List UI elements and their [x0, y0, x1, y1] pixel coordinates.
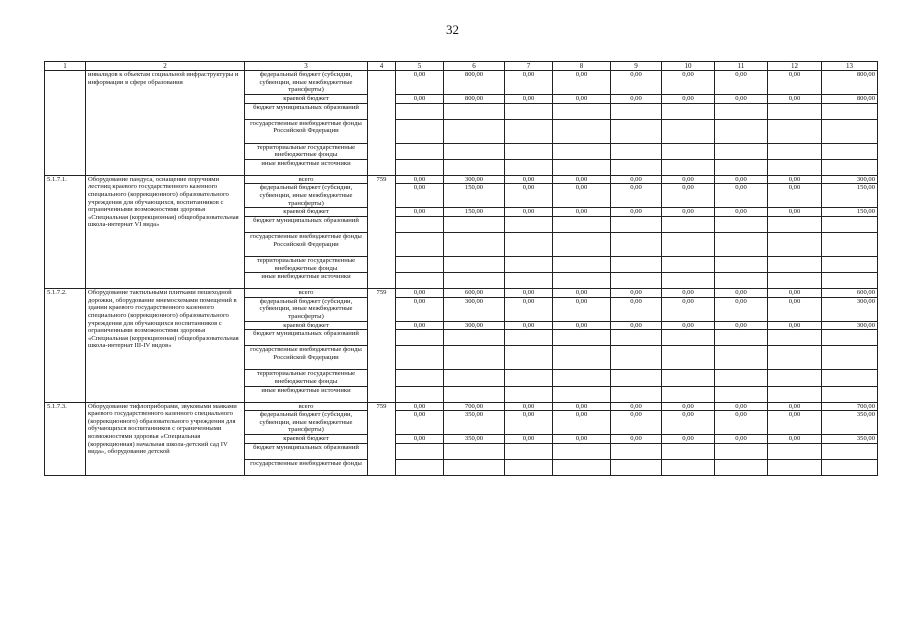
item-name: Оборудование тактильными плитками пешеходной дорожки, оборудование мнемосхемами помещений в здании краевого государственного казенного специального (коррекционного) образовательного учреждения для обучающихся воспитанников с ограниченными возможностями здоровья «Специальная (коррекционная) общеобразовательная школа-интернат III-IV видов» [86, 289, 245, 402]
funding-source: федеральный бюджет (субсидии, субвенции, иные межбюджетные трансферты) [245, 297, 368, 321]
amount-cell [611, 443, 662, 459]
amount-cell [444, 256, 505, 272]
amount-cell: 0,00 [553, 95, 611, 104]
item-name: Оборудование тифлоприборами, звуковыми маяками краевого государственного казенного специального (коррекционного) образовательного учреждения для обучающихся воспитанников с ограниченными возможностями здоровья «Специальная (коррекционная) начальная школа-детский сад IV вида», оборудование детской [86, 402, 245, 475]
amount-cell [822, 216, 878, 232]
amount-cell: 0,00 [768, 435, 822, 444]
amount-cell [662, 386, 715, 402]
amount-cell [396, 370, 444, 386]
amount-cell [396, 119, 444, 143]
admin-code: 759 [368, 175, 396, 288]
funding-source: бюджет муниципальных образований [245, 103, 368, 119]
funding-source: государственные внебюджетные фонды Российской Федерации [245, 119, 368, 143]
funding-source: государственные внебюджетные фонды Российской Федерации [245, 232, 368, 256]
amount-cell [822, 273, 878, 289]
funding-source: государственные внебюджетные фонды Российской Федерации [245, 346, 368, 370]
amount-cell [611, 346, 662, 370]
amount-cell [396, 159, 444, 175]
amount-cell: 0,00 [553, 184, 611, 208]
amount-cell [396, 103, 444, 119]
amount-cell: 350,00 [444, 435, 505, 444]
amount-cell [768, 159, 822, 175]
funding-source: всего [245, 402, 368, 411]
amount-cell [822, 370, 878, 386]
amount-cell: 0,00 [611, 175, 662, 184]
amount-cell [822, 103, 878, 119]
amount-cell [822, 143, 878, 159]
amount-cell: 0,00 [611, 184, 662, 208]
amount-cell [662, 232, 715, 256]
funding-source: иные внебюджетные источники [245, 159, 368, 175]
table-row [45, 402, 878, 411]
amount-cell [553, 256, 611, 272]
amount-cell [715, 273, 768, 289]
page-number: 32 [446, 22, 459, 37]
amount-cell: 0,00 [553, 289, 611, 298]
amount-cell: 0,00 [611, 435, 662, 444]
funding-source: краевой бюджет [245, 95, 368, 104]
amount-cell [444, 459, 505, 475]
amount-cell: 0,00 [715, 175, 768, 184]
amount-cell: 150,00 [822, 208, 878, 217]
column-number: 13 [822, 62, 878, 71]
amount-cell: 0,00 [553, 321, 611, 330]
column-number: 8 [553, 62, 611, 71]
amount-cell [768, 216, 822, 232]
amount-cell [822, 159, 878, 175]
admin-code: 759 [368, 402, 396, 475]
amount-cell [444, 119, 505, 143]
admin-code [368, 71, 396, 176]
item-number: 5.1.7.1. [45, 175, 86, 288]
column-number: 7 [505, 62, 553, 71]
amount-cell [396, 330, 444, 346]
amount-cell: 600,00 [822, 289, 878, 298]
admin-code: 759 [368, 289, 396, 402]
amount-cell [444, 103, 505, 119]
amount-cell: 300,00 [444, 297, 505, 321]
amount-cell: 0,00 [715, 184, 768, 208]
amount-cell: 0,00 [396, 435, 444, 444]
amount-cell: 0,00 [662, 208, 715, 217]
amount-cell [611, 216, 662, 232]
amount-cell [715, 330, 768, 346]
amount-cell [505, 103, 553, 119]
amount-cell [611, 256, 662, 272]
amount-cell: 0,00 [662, 435, 715, 444]
table-body [45, 62, 878, 476]
amount-cell [553, 119, 611, 143]
amount-cell [715, 216, 768, 232]
amount-cell [444, 330, 505, 346]
amount-cell [715, 346, 768, 370]
amount-cell [611, 143, 662, 159]
amount-cell: 0,00 [505, 71, 553, 95]
amount-cell [611, 386, 662, 402]
amount-cell [444, 232, 505, 256]
table-row [45, 175, 878, 184]
budget-table [44, 61, 878, 476]
amount-cell: 0,00 [396, 175, 444, 184]
amount-cell: 0,00 [611, 289, 662, 298]
amount-cell: 800,00 [444, 95, 505, 104]
amount-cell: 0,00 [662, 411, 715, 435]
amount-cell: 0,00 [396, 208, 444, 217]
amount-cell: 0,00 [396, 297, 444, 321]
amount-cell [553, 330, 611, 346]
amount-cell: 350,00 [822, 411, 878, 435]
amount-cell: 0,00 [662, 175, 715, 184]
amount-cell: 0,00 [505, 402, 553, 411]
funding-source: краевой бюджет [245, 435, 368, 444]
amount-cell: 0,00 [396, 402, 444, 411]
amount-cell [396, 216, 444, 232]
amount-cell [768, 119, 822, 143]
amount-cell [396, 143, 444, 159]
amount-cell [662, 119, 715, 143]
amount-cell [396, 346, 444, 370]
amount-cell: 0,00 [662, 402, 715, 411]
amount-cell [715, 103, 768, 119]
amount-cell [553, 159, 611, 175]
amount-cell: 0,00 [715, 411, 768, 435]
amount-cell: 0,00 [396, 95, 444, 104]
amount-cell: 0,00 [611, 71, 662, 95]
funding-source: краевой бюджет [245, 321, 368, 330]
amount-cell [553, 273, 611, 289]
amount-cell: 150,00 [444, 184, 505, 208]
amount-cell: 0,00 [553, 411, 611, 435]
amount-cell [768, 256, 822, 272]
column-number: 5 [396, 62, 444, 71]
amount-cell [611, 103, 662, 119]
amount-cell [822, 443, 878, 459]
amount-cell: 0,00 [662, 297, 715, 321]
amount-cell: 0,00 [505, 435, 553, 444]
amount-cell [611, 459, 662, 475]
amount-cell: 0,00 [715, 321, 768, 330]
amount-cell [396, 256, 444, 272]
amount-cell [505, 459, 553, 475]
amount-cell [662, 143, 715, 159]
amount-cell [768, 143, 822, 159]
item-name: инвалидов к объектам социальной инфраструктуры и информации в сфере образования [86, 71, 245, 176]
amount-cell: 0,00 [768, 289, 822, 298]
column-number: 2 [86, 62, 245, 71]
amount-cell: 0,00 [768, 184, 822, 208]
amount-cell [611, 232, 662, 256]
amount-cell: 0,00 [768, 411, 822, 435]
amount-cell [505, 216, 553, 232]
amount-cell: 150,00 [822, 184, 878, 208]
funding-source: федеральный бюджет (субсидии, субвенции, иные межбюджетные трансферты) [245, 184, 368, 208]
amount-cell [768, 386, 822, 402]
amount-cell [505, 119, 553, 143]
amount-cell: 0,00 [611, 321, 662, 330]
funding-source: бюджет муниципальных образований [245, 330, 368, 346]
amount-cell: 0,00 [768, 297, 822, 321]
column-number: 4 [368, 62, 396, 71]
amount-cell [662, 103, 715, 119]
amount-cell [662, 273, 715, 289]
amount-cell [715, 232, 768, 256]
amount-cell [444, 443, 505, 459]
amount-cell [553, 443, 611, 459]
amount-cell [553, 216, 611, 232]
table-row [45, 289, 878, 298]
column-number-row [45, 62, 878, 71]
item-name: Оборудование пандуса, оснащение поручнями лестниц краевого государственного казенного специального (коррекционного) образовательного учреждения для обучающихся, воспитанников с ограниченными возможностями здоровья «Специальная (коррекционная) общеобразовательная школа-интернат VI вида» [86, 175, 245, 288]
column-number: 12 [768, 62, 822, 71]
amount-cell [505, 232, 553, 256]
funding-source: краевой бюджет [245, 208, 368, 217]
amount-cell [662, 216, 715, 232]
amount-cell [611, 159, 662, 175]
amount-cell: 0,00 [662, 71, 715, 95]
amount-cell: 0,00 [396, 411, 444, 435]
amount-cell: 0,00 [396, 289, 444, 298]
amount-cell [715, 256, 768, 272]
amount-cell: 350,00 [822, 435, 878, 444]
amount-cell: 0,00 [768, 321, 822, 330]
amount-cell: 0,00 [662, 289, 715, 298]
amount-cell: 300,00 [822, 175, 878, 184]
amount-cell [715, 143, 768, 159]
column-number: 3 [245, 62, 368, 71]
funding-source: государственные внебюджетные фонды [245, 459, 368, 475]
amount-cell [715, 459, 768, 475]
amount-cell [444, 370, 505, 386]
amount-cell: 700,00 [444, 402, 505, 411]
amount-cell [822, 119, 878, 143]
funding-source: всего [245, 289, 368, 298]
amount-cell [553, 459, 611, 475]
amount-cell: 0,00 [715, 95, 768, 104]
amount-cell: 0,00 [715, 402, 768, 411]
amount-cell: 0,00 [505, 411, 553, 435]
amount-cell [662, 256, 715, 272]
amount-cell [553, 232, 611, 256]
amount-cell: 0,00 [611, 402, 662, 411]
amount-cell [768, 459, 822, 475]
column-number: 9 [611, 62, 662, 71]
amount-cell: 0,00 [662, 184, 715, 208]
amount-cell [822, 459, 878, 475]
amount-cell: 0,00 [715, 289, 768, 298]
amount-cell: 0,00 [715, 71, 768, 95]
amount-cell: 0,00 [662, 321, 715, 330]
amount-cell [822, 330, 878, 346]
amount-cell [822, 386, 878, 402]
amount-cell [505, 370, 553, 386]
funding-source: федеральный бюджет (субсидии, субвенции, иные межбюджетные трансферты) [245, 71, 368, 95]
item-number [45, 71, 86, 176]
column-number: 1 [45, 62, 86, 71]
amount-cell [662, 159, 715, 175]
amount-cell [396, 386, 444, 402]
amount-cell: 0,00 [611, 208, 662, 217]
amount-cell [611, 119, 662, 143]
amount-cell: 0,00 [505, 321, 553, 330]
amount-cell: 0,00 [553, 297, 611, 321]
amount-cell: 150,00 [444, 208, 505, 217]
amount-cell: 0,00 [396, 71, 444, 95]
amount-cell [611, 273, 662, 289]
amount-cell [715, 386, 768, 402]
amount-cell [662, 443, 715, 459]
amount-cell [444, 159, 505, 175]
amount-cell: 0,00 [396, 321, 444, 330]
amount-cell: 0,00 [396, 184, 444, 208]
amount-cell: 0,00 [505, 184, 553, 208]
funding-source: бюджет муниципальных образований [245, 216, 368, 232]
amount-cell: 0,00 [768, 71, 822, 95]
amount-cell [715, 443, 768, 459]
amount-cell [444, 346, 505, 370]
amount-cell [768, 232, 822, 256]
amount-cell [505, 386, 553, 402]
amount-cell [396, 273, 444, 289]
amount-cell: 0,00 [505, 208, 553, 217]
amount-cell: 600,00 [444, 289, 505, 298]
amount-cell [662, 459, 715, 475]
amount-cell [444, 216, 505, 232]
item-number: 5.1.7.3. [45, 402, 86, 475]
column-number: 10 [662, 62, 715, 71]
amount-cell: 800,00 [822, 95, 878, 104]
amount-cell: 0,00 [611, 95, 662, 104]
amount-cell: 0,00 [662, 95, 715, 104]
amount-cell [396, 443, 444, 459]
amount-cell [662, 346, 715, 370]
funding-source: иные внебюджетные источники [245, 386, 368, 402]
amount-cell: 0,00 [715, 297, 768, 321]
amount-cell [505, 273, 553, 289]
amount-cell: 800,00 [822, 71, 878, 95]
amount-cell [662, 370, 715, 386]
amount-cell: 0,00 [553, 435, 611, 444]
amount-cell [715, 159, 768, 175]
amount-cell [768, 330, 822, 346]
amount-cell [715, 370, 768, 386]
column-number: 11 [715, 62, 768, 71]
amount-cell: 0,00 [505, 175, 553, 184]
amount-cell [768, 346, 822, 370]
amount-cell [505, 143, 553, 159]
amount-cell [505, 256, 553, 272]
amount-cell [822, 346, 878, 370]
amount-cell: 0,00 [505, 95, 553, 104]
amount-cell [768, 443, 822, 459]
amount-cell [768, 273, 822, 289]
amount-cell [662, 330, 715, 346]
amount-cell [553, 386, 611, 402]
amount-cell: 0,00 [553, 402, 611, 411]
funding-source: всего [245, 175, 368, 184]
amount-cell [505, 330, 553, 346]
amount-cell: 0,00 [768, 402, 822, 411]
amount-cell [715, 119, 768, 143]
funding-source: бюджет муниципальных образований [245, 443, 368, 459]
amount-cell [553, 370, 611, 386]
amount-cell [768, 103, 822, 119]
table-row [45, 71, 878, 95]
funding-source: территориальные государственные внебюджетные фонды [245, 143, 368, 159]
amount-cell [505, 159, 553, 175]
amount-cell: 300,00 [444, 321, 505, 330]
amount-cell [553, 103, 611, 119]
amount-cell [768, 370, 822, 386]
amount-cell: 0,00 [715, 208, 768, 217]
amount-cell: 0,00 [611, 297, 662, 321]
amount-cell [396, 459, 444, 475]
amount-cell [822, 232, 878, 256]
amount-cell: 0,00 [715, 435, 768, 444]
amount-cell: 350,00 [444, 411, 505, 435]
amount-cell: 0,00 [768, 208, 822, 217]
amount-cell: 300,00 [822, 297, 878, 321]
funding-source: территориальные государственные внебюджетные фонды [245, 370, 368, 386]
amount-cell [611, 370, 662, 386]
amount-cell: 0,00 [611, 411, 662, 435]
amount-cell: 0,00 [553, 175, 611, 184]
funding-source: федеральный бюджет (субсидии, субвенции, иные межбюджетные трансферты) [245, 411, 368, 435]
amount-cell [396, 232, 444, 256]
amount-cell: 0,00 [505, 289, 553, 298]
amount-cell: 300,00 [822, 321, 878, 330]
amount-cell [444, 273, 505, 289]
funding-source: территориальные государственные внебюджетные фонды [245, 256, 368, 272]
amount-cell: 0,00 [553, 71, 611, 95]
amount-cell [444, 143, 505, 159]
amount-cell: 0,00 [505, 297, 553, 321]
amount-cell: 300,00 [444, 175, 505, 184]
amount-cell: 0,00 [768, 175, 822, 184]
column-number: 6 [444, 62, 505, 71]
item-number: 5.1.7.2. [45, 289, 86, 402]
amount-cell [611, 330, 662, 346]
amount-cell [505, 346, 553, 370]
amount-cell: 700,00 [822, 402, 878, 411]
amount-cell [822, 256, 878, 272]
amount-cell: 800,00 [444, 71, 505, 95]
amount-cell [553, 346, 611, 370]
funding-source: иные внебюджетные источники [245, 273, 368, 289]
amount-cell: 0,00 [768, 95, 822, 104]
amount-cell [553, 143, 611, 159]
amount-cell [505, 443, 553, 459]
amount-cell: 0,00 [553, 208, 611, 217]
amount-cell [444, 386, 505, 402]
